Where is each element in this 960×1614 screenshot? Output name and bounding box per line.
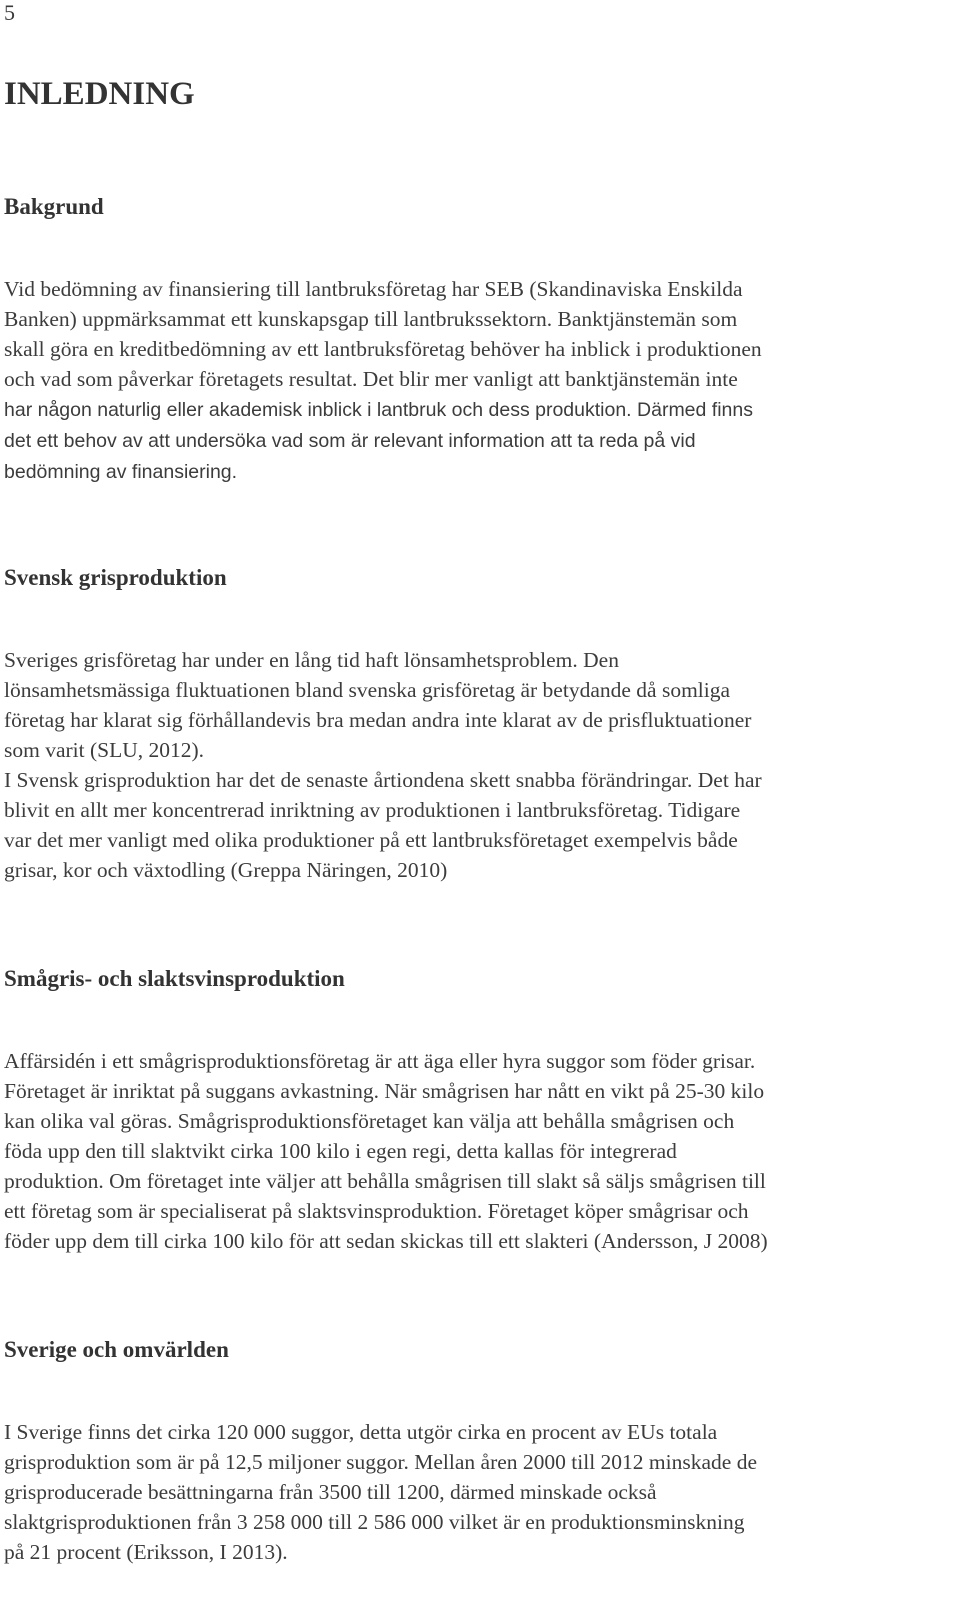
text-line: Sveriges grisföretag har under en lång tid haft lönsamhetsproblem. Den [4, 648, 619, 672]
text-line: I Svensk grisproduktion har det de senaste årtiondena skett snabba förändringar. Det har [4, 768, 762, 792]
text-line: Företaget är inriktat på suggans avkastning. När smågrisen har nått en vikt på 25-30 kilo [4, 1079, 765, 1103]
text-line: grisproduktion som är på 12,5 miljoner suggor. Mellan åren 2000 till 2012 minskade de [4, 1450, 757, 1474]
text-line: Banken) uppmärksammat ett kunskapsgap till lantbrukssektorn. Banktjänstemän som [4, 307, 738, 331]
page-number: 5 [4, 0, 15, 25]
text-line: bedömning av finansiering. [4, 461, 238, 483]
text-line: skall göra en kreditbedömning av ett lantbruksföretag behöver ha inblick i produktionen [4, 337, 762, 361]
text-line: det ett behov av att undersöka vad som är relevant information att ta reda på vid [4, 430, 696, 452]
paragraph-bakgrund [4, 274, 944, 487]
text-line: Affärsidén i ett smågrisproduktionsföretag är att äga eller hyra suggor som föder grisar. [4, 1049, 756, 1073]
section-heading-bakgrund: Bakgrund [4, 194, 104, 219]
chapter-title: INLEDNING [4, 76, 195, 112]
text-line: slaktgrisproduktionen från 3 258 000 till 2 586 000 vilket är en produktionsminskning [4, 1510, 745, 1534]
text-line: Vid bedömning av finansiering till lantbruksföretag har SEB (Skandinaviska Enskilda [4, 277, 743, 301]
text-line: grisproducerade besättningarna från 3500 till 1200, därmed minskade också [4, 1480, 657, 1504]
text-line: produktion. Om företaget inte väljer att behålla smågrisen till slakt så säljs smågrisen till [4, 1169, 766, 1193]
section-heading-smagris-och-slaktsvinsproduktion: Smågris- och slaktsvinsproduktion [4, 966, 345, 991]
text-line: blivit en allt mer koncentrerad inriktning av produktionen i lantbruksföretag. Tidigare [4, 798, 741, 822]
paragraph-sverige-och-omvarlden [4, 1417, 944, 1567]
paragraph-svensk-grisproduktion-2 [4, 765, 944, 885]
paragraph-svensk-grisproduktion-1 [4, 645, 944, 765]
text-line: har någon naturlig eller akademisk inblick i lantbruk och dess produktion. Därmed finns [4, 399, 753, 421]
text-line: ett företag som är specialiserat på slaktsvinsproduktion. Företaget köper smågrisar och [4, 1199, 749, 1223]
text-line: föda upp den till slaktvikt cirka 100 kilo i egen regi, detta kallas för integrerad [4, 1139, 677, 1163]
text-line: som varit (SLU, 2012). [4, 738, 205, 762]
paragraph-smagris-och-slaktsvinsproduktion [4, 1046, 944, 1256]
text-line: på 21 procent (Eriksson, I 2013). [4, 1540, 288, 1564]
text-line: I Sverige finns det cirka 120 000 suggor, detta utgör cirka en procent av EUs totala [4, 1420, 718, 1444]
text-line: företag har klarat sig förhållandevis bra medan andra inte klarat av de prisfluktuationer [4, 708, 752, 732]
text-line: var det mer vanligt med olika produktioner på ett lantbruksföretaget exempelvis både [4, 828, 738, 852]
text-line: lönsamhetsmässiga fluktuationen bland svenska grisföretag är betydande då somliga [4, 678, 731, 702]
section-heading-svensk-grisproduktion: Svensk grisproduktion [4, 565, 227, 590]
text-line: kan olika val göras. Smågrisproduktionsföretaget kan välja att behålla smågrisen och [4, 1109, 735, 1133]
text-line: föder upp dem till cirka 100 kilo för att sedan skickas till ett slakteri (Andersson, J 2008) [4, 1229, 768, 1253]
section-heading-sverige-och-omvarlden: Sverige och omvärlden [4, 1337, 229, 1362]
text-line: och vad som påverkar företagets resultat. Det blir mer vanligt att banktjänstemän inte [4, 367, 738, 391]
text-line: grisar, kor och växtodling (Greppa Näringen, 2010) [4, 858, 448, 882]
